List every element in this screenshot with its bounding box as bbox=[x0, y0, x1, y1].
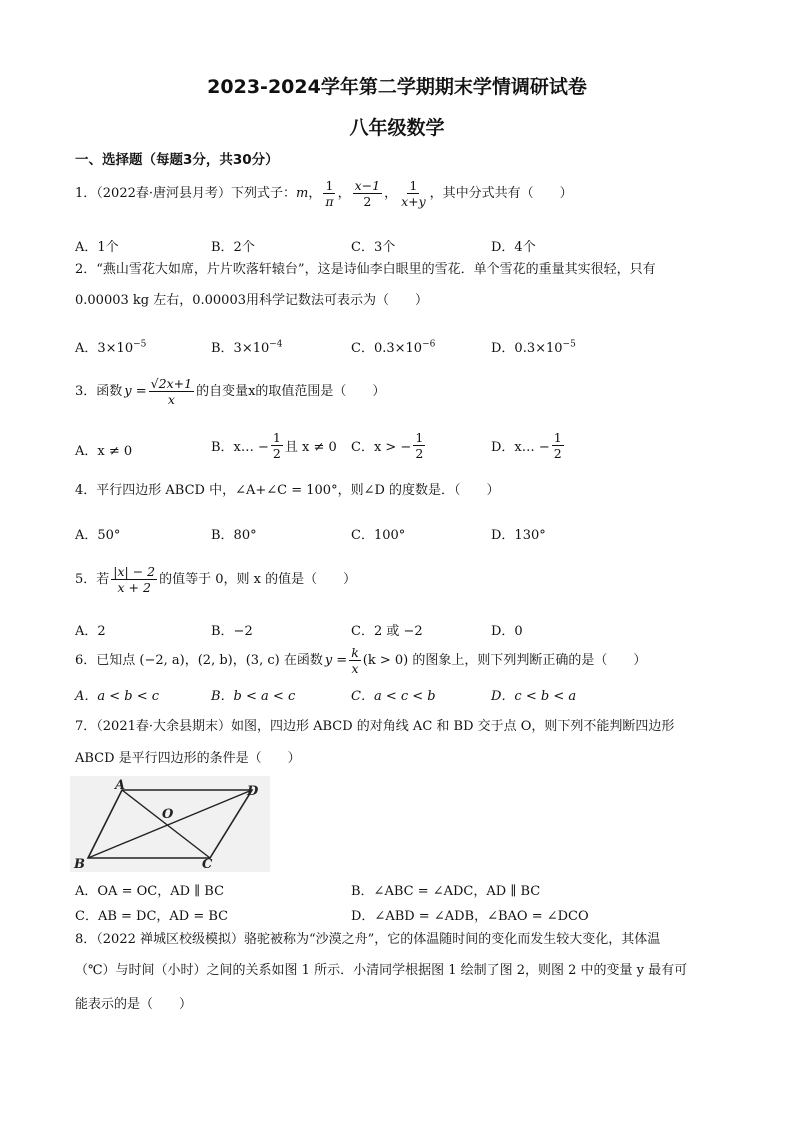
q2-line-2: 0.00003 kg 左右，0.00003用科学记数法可表示为（ ） bbox=[75, 293, 428, 308]
q2-a-base: A．3×10 bbox=[75, 341, 134, 356]
q2-option-b bbox=[211, 337, 283, 356]
q3-b-tail: 且 x ≠ 0 bbox=[284, 440, 337, 455]
q3-b-denominator: 2 bbox=[272, 446, 281, 461]
q1-f3-denominator: x+y bbox=[401, 194, 426, 209]
q6-option-c: C．a < c < b bbox=[351, 689, 436, 704]
q2-a-exponent: −5 bbox=[133, 339, 147, 350]
q5-option-d: D．0 bbox=[491, 624, 523, 639]
q8-line-1: 8．（2022 禅城区校级模拟）骆驼被称为“沙漠之舟”，它的体温随时间的变化而发生较大变化，其体温 bbox=[75, 932, 661, 947]
q6-option-a: A．a < b < c bbox=[75, 689, 160, 704]
q1-stem-start: 1．（2022春·唐河县月考）下列式子： bbox=[75, 185, 296, 201]
q3-c-numerator: 1 bbox=[415, 430, 424, 445]
q5-option-a: A．2 bbox=[75, 624, 106, 639]
vertex-label-c: C bbox=[202, 857, 213, 872]
q7-option-c: C．AB = DC，AD = BC bbox=[75, 909, 229, 924]
q7-option-a: A．OA = OC，AD ∥ BC bbox=[75, 884, 225, 899]
q1-f1-denominator: π bbox=[325, 194, 334, 209]
q1-term-m: m bbox=[296, 185, 309, 201]
q1-option-d: D．4个 bbox=[491, 240, 536, 255]
q6-denominator: x bbox=[351, 661, 359, 676]
center-label-o: O bbox=[162, 807, 174, 822]
q4-option-c: C．100° bbox=[351, 528, 406, 543]
q3-b-text: B．x… − bbox=[211, 440, 269, 455]
q3-d-fraction bbox=[552, 430, 564, 461]
q1-f2-denominator: 2 bbox=[363, 194, 372, 209]
q3-option-a: A．x ≠ 0 bbox=[75, 444, 133, 459]
q5-denominator: x + 2 bbox=[117, 580, 151, 595]
q5-suffix: 的值等于 0，则 x 的值是（ ） bbox=[159, 571, 357, 587]
q1-fraction-3 bbox=[399, 178, 428, 209]
q3-c-fraction bbox=[413, 430, 425, 461]
q1-option-c: C．3个 bbox=[351, 240, 396, 255]
q1-stem-end: ，其中分式共有（ ） bbox=[429, 185, 573, 201]
exam-subtitle: 八年级数学 bbox=[349, 117, 445, 139]
q3-b-fraction bbox=[271, 430, 283, 461]
section-heading: 一、选择题（每题3分，共30分） bbox=[75, 152, 279, 168]
q3-y-equals: y = bbox=[124, 383, 147, 399]
q1-fraction-2 bbox=[353, 178, 382, 209]
q5-option-c: C．2 或 −2 bbox=[351, 624, 423, 639]
q6-suffix: (k > 0) 的图象上，则下列判断正确的是（ ） bbox=[362, 652, 647, 668]
q6-numerator: k bbox=[351, 645, 359, 660]
q3-d-numerator: 1 bbox=[553, 430, 562, 445]
q5-numerator: |x| − 2 bbox=[113, 564, 156, 579]
q1-option-b: B．2个 bbox=[211, 240, 255, 255]
q1-f2-numerator: x−1 bbox=[354, 178, 381, 193]
q3-b-numerator: 1 bbox=[272, 430, 281, 445]
q6-y-equals: y = bbox=[324, 652, 348, 668]
q3-fraction bbox=[149, 376, 194, 407]
q3-option-c bbox=[351, 430, 427, 461]
q3-numerator: √2x+1 bbox=[150, 376, 193, 391]
q8-line-3: 能表示的是（ ） bbox=[75, 997, 193, 1012]
q2-option-d bbox=[491, 337, 576, 356]
q5-option-b: B．−2 bbox=[211, 624, 253, 639]
q3-c-text: C．x > − bbox=[351, 440, 412, 455]
parallelogram-figure bbox=[70, 776, 270, 872]
q8-line-2: （℃）与时间（小时）之间的关系如图 1 所示．小清同学根据图 1 绘制了图 2，则图 2 中的变量 y 最有可 bbox=[75, 963, 688, 978]
q2-line-1: 2．“燕山雪花大如席，片片吹落轩辕台”，这是诗仙李白眼里的雪花．单个雪花的重量其实很轻，只有 bbox=[75, 262, 656, 277]
q2-option-c bbox=[351, 337, 435, 356]
q6-option-b: B．b < a < c bbox=[211, 689, 296, 704]
q3-option-b bbox=[211, 430, 337, 461]
q4-stem: 4．平行四边形 ABCD 中，∠A+∠C = 100°，则∠D 的度数是．（ ） bbox=[75, 483, 500, 498]
question-1: 1．（2022春·唐河县月考）下列式子： m ， $\frac{1}{\pi}$ ， $\frac{x-1}{2}$ ， $\frac{1}{x+y}$ ，其中分式共有（ ） bbox=[75, 178, 573, 209]
q7-option-d: D．∠ABD = ∠ADB，∠BAO = ∠DCO bbox=[351, 909, 589, 924]
vertex-label-a: A bbox=[115, 778, 126, 793]
q2-d-exponent: −5 bbox=[562, 339, 576, 350]
question-5 bbox=[75, 564, 356, 595]
q2-d-base: D．0.3×10 bbox=[491, 341, 563, 356]
q1-f1-numerator: 1 bbox=[325, 178, 334, 193]
q6-prefix: 6．已知点 (−2, a)，(2, b)，(3, c) 在函数 bbox=[75, 652, 323, 668]
question-3 bbox=[75, 376, 385, 407]
q2-c-base: C．0.3×10 bbox=[351, 341, 423, 356]
q3-d-text: D．x… − bbox=[491, 440, 550, 455]
q2-b-exponent: −4 bbox=[269, 339, 283, 350]
q7-line-1: 7．（2021春·大余县期末）如图，四边形 ABCD 的对角线 AC 和 BD 交于点 O，则下列不能判断四边形 bbox=[75, 719, 675, 734]
q7-line-2: ABCD 是平行四边形的条件是（ ） bbox=[75, 751, 301, 766]
exam-title: 2023-2024学年第二学期期末学情调研试卷 bbox=[207, 76, 587, 98]
q6-option-d: D．c < b < a bbox=[491, 689, 577, 704]
q2-b-base: B．3×10 bbox=[211, 341, 270, 356]
q3-denominator: x bbox=[167, 392, 175, 407]
q3-prefix: 3．函数 bbox=[75, 383, 123, 399]
q7-option-b: B．∠ABC = ∠ADC，AD ∥ BC bbox=[351, 884, 541, 899]
q4-option-a: A．50° bbox=[75, 528, 121, 543]
q4-option-b: B．80° bbox=[211, 528, 257, 543]
q6-fraction bbox=[349, 645, 361, 676]
q3-d-denominator: 2 bbox=[553, 446, 562, 461]
q1-option-a: A．1个 bbox=[75, 240, 119, 255]
question-6 bbox=[75, 645, 646, 676]
q2-c-exponent: −6 bbox=[422, 339, 436, 350]
q1-fraction-1 bbox=[323, 178, 335, 209]
q5-prefix: 5．若 bbox=[75, 571, 110, 587]
vertex-label-b: B bbox=[74, 857, 85, 872]
vertex-label-d: D bbox=[247, 784, 259, 799]
q5-fraction bbox=[111, 564, 157, 595]
q2-option-a bbox=[75, 337, 146, 356]
q3-c-denominator: 2 bbox=[415, 446, 424, 461]
q4-option-d: D．130° bbox=[491, 528, 546, 543]
q3-option-d bbox=[491, 430, 566, 461]
q3-suffix: 的自变量x的取值范围是（ ） bbox=[196, 383, 386, 399]
q1-f3-numerator: 1 bbox=[409, 178, 418, 193]
